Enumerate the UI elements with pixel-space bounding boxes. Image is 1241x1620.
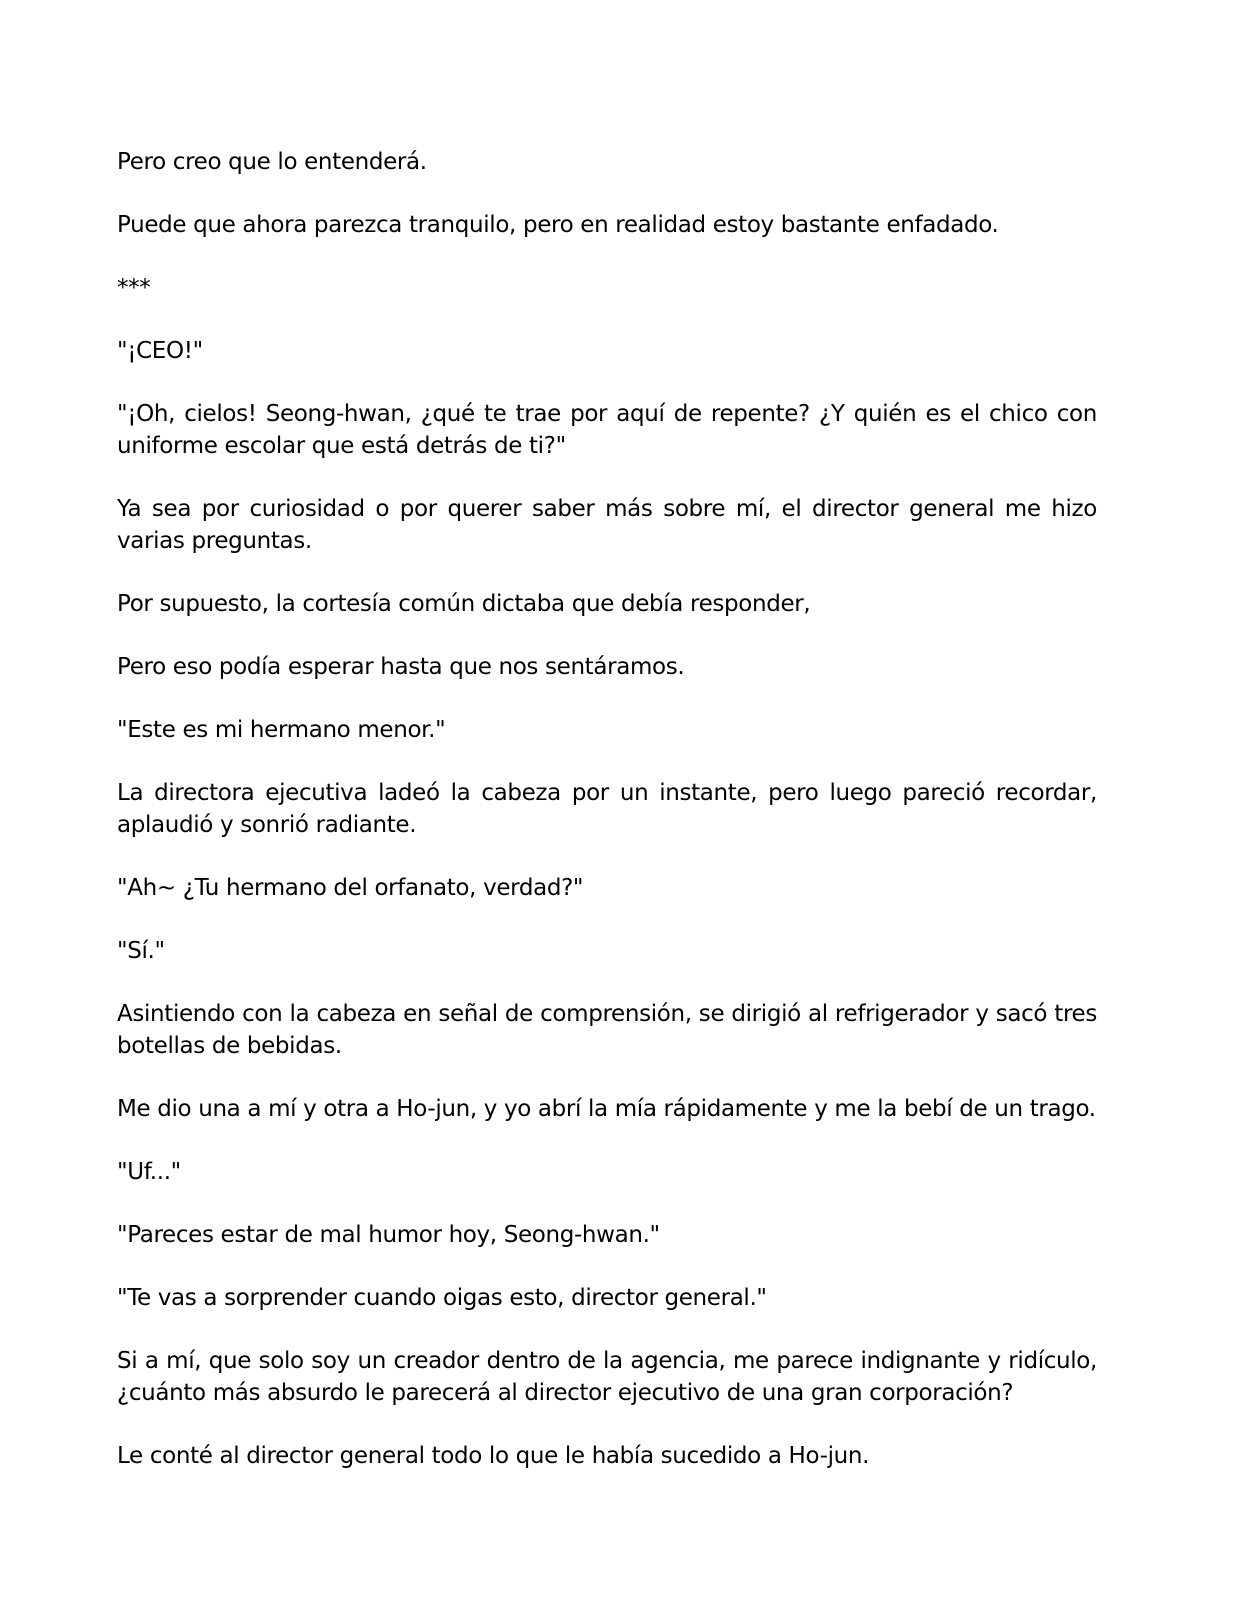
paragraph: Me dio una a mí y otra a Ho-jun, y yo abrí la mía rápidamente y me la bebí de un trago. [117, 1096, 1096, 1122]
paragraph: Si a mí, que solo soy un creador dentro de la agencia, me parece indignante y ridículo, ¿cuánto más absurdo le parecerá al director ejecutivo de una gran corporación? [117, 1348, 1097, 1406]
dialogue: "Este es mi hermano menor." [117, 717, 446, 743]
paragraph: Le conté al director general todo lo que le había sucedido a Ho-jun. [117, 1443, 870, 1469]
paragraph: Pero eso podía esperar hasta que nos sentáramos. [117, 654, 685, 680]
dialogue: "Pareces estar de mal humor hoy, Seong-hwan." [117, 1222, 660, 1248]
dialogue: "Te vas a sorprender cuando oigas esto, director general." [117, 1285, 767, 1311]
paragraph: La directora ejecutiva ladeó la cabeza por un instante, pero luego pareció recordar, aplaudió y sonrió radiante. [117, 780, 1097, 838]
dialogue: "¡Oh, cielos! Seong-hwan, ¿qué te trae por aquí de repente? ¿Y quién es el chico con uniforme escolar que está detrás de ti?" [117, 401, 1097, 459]
dialogue: "Sí." [117, 938, 165, 964]
paragraph: Puede que ahora parezca tranquilo, pero en realidad estoy bastante enfadado. [117, 212, 999, 238]
document-body [117, 146, 1097, 1472]
dialogue: "Ah~ ¿Tu hermano del orfanato, verdad?" [117, 875, 584, 901]
dialogue: "¡CEO!" [117, 338, 203, 364]
paragraph: Por supuesto, la cortesía común dictaba que debía responder, [117, 591, 811, 617]
paragraph: Pero creo que lo entenderá. [117, 149, 427, 175]
paragraph: Ya sea por curiosidad o por querer saber más sobre mí, el director general me hizo varias preguntas. [117, 496, 1097, 554]
paragraph: Asintiendo con la cabeza en señal de comprensión, se dirigió al refrigerador y sacó tres botellas de bebidas. [117, 1001, 1097, 1059]
dialogue: "Uf..." [117, 1159, 181, 1185]
scene-break: *** [117, 275, 151, 301]
